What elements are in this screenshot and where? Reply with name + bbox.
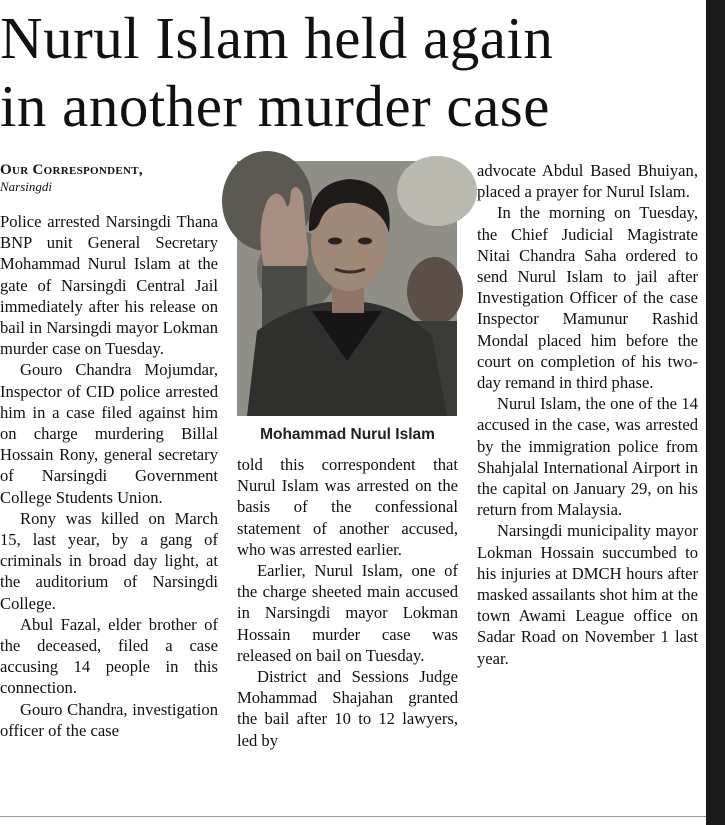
headline <box>0 4 706 140</box>
byline-name: Our Correspondent, <box>0 162 143 178</box>
paragraph: Abul Fazal, elder brother of the deceased, filed a case accusing 14 people in this connection. <box>0 614 218 698</box>
paragraph: Earlier, Nurul Islam, one of the charge sheeted main accused in Narsingdi mayor Lokman Hossain murder case was released on bail on Tuesday. <box>237 561 458 665</box>
bottom-divider <box>0 816 706 817</box>
paragraph: Narsingdi municipality mayor Lokman Hossain succumbed to his injuries at DMCH hours after masked assailants shot him at the town Awami League office on Sadar Road on November 1 last year. <box>477 521 698 668</box>
page-edge-shadow <box>706 0 725 825</box>
article-column-3 <box>477 160 698 815</box>
paragraph: In the morning on Tuesday, the Chief Judicial Magistrate Nitai Chandra Saha ordered to send Nurul Islam to jail after Investigation Officer of the case Inspector Mamunur Rashid Mondal placed him before the court on completion of his two-day remand in third phase. <box>477 203 698 393</box>
byline-place: Narsingdi <box>0 179 53 194</box>
headline-line-1: Nurul Islam held again <box>0 5 554 71</box>
article-column-2 <box>237 454 458 750</box>
paragraph: Gouro Chandra, investigation officer of the case <box>0 699 218 740</box>
paragraph: District and Sessions Judge Mohammad Shajahan granted the bail after 10 to 12 lawyers, led by <box>237 667 458 750</box>
paragraph: told this correspondent that Nurul Islam was arrested on the basis of the confessional statement of another accused, who was arrested earlier. <box>237 455 458 559</box>
photo-caption: Mohammad Nurul Islam <box>260 426 435 443</box>
paragraph: Gouro Chandra Mojumdar, Inspector of CID police arrested him in a case filed against him on charge murdering Billal Hossain Rony, general secretary of Narsingdi Government College Students Union. <box>0 360 218 507</box>
paragraph: Nurul Islam, the one of the 14 accused in the case, was arrested by the immigration police from Shahjalal International Airport in the capital on January 29, on his return from Malaysia. <box>477 394 698 520</box>
article-column-1 <box>0 211 218 811</box>
portrait-photo-icon <box>237 161 457 416</box>
paragraph: advocate Abdul Based Bhuiyan, placed a prayer for Nurul Islam. <box>477 161 698 202</box>
paragraph: Police arrested Narsingdi Thana BNP unit General Secretary Mohammad Nurul Islam at the gate of Narsingdi Central Jail immediately after his release on bail in Narsingdi mayor Lokman murder case on Tuesday. <box>0 212 218 359</box>
byline <box>0 161 225 194</box>
headline-line-2: in another murder case <box>0 73 550 139</box>
paragraph: Rony was killed on March 15, last year, by a gang of criminals in broad day light, at the auditorium of Narsingdi College. <box>0 508 218 613</box>
